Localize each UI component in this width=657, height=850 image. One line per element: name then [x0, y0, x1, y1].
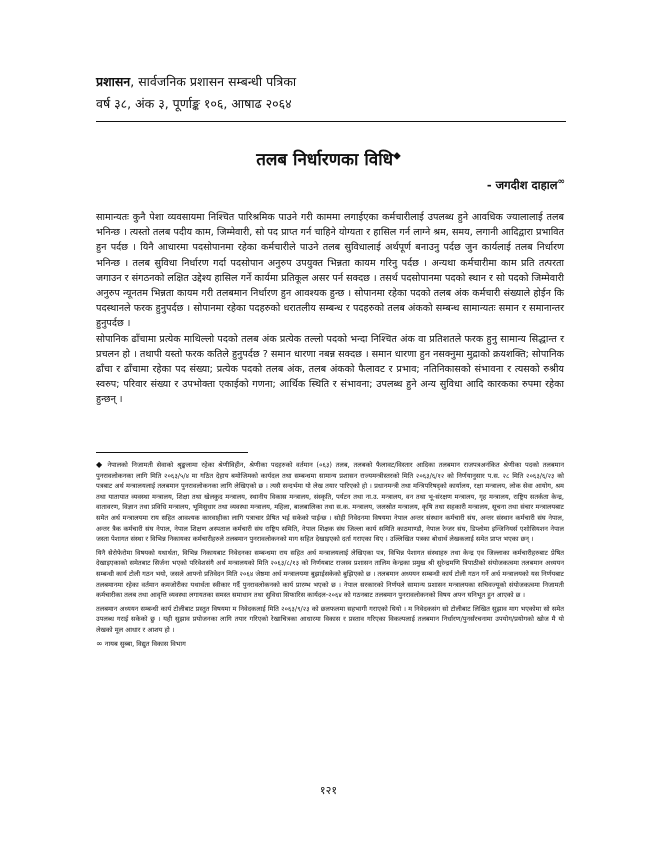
footnote-3: तलबमान अध्ययन सम्बन्धी कार्य टोलीबाट प्रस्तुत विषयमा म निवेदकलाई मिति २०६३/९/२३ को छलफलमा सहभागी गराएको थियो । म निवेदकसंग सो टोलीबाट लिखित सुझाव माग भएकोमा सो समेत उपलब्ध गराई सकेको छु । यही सुझाव प्रयोजनका लागि तयार गरिएको रेखाचित्रका आधारमा विकास र प्रस्ताव गरिएका विकल्पलाई तलबमान निर्धारण/पुनर्संरचनामा उपयोग/प्रयोगको खोज मै यो लेखको मूल आधार र आशय हो ।: [96, 604, 564, 634]
footnote-4-text: नायब सुब्बा, विद्युत विकास विभाग: [104, 639, 186, 648]
body-paragraph-2: सोपानिक ढाँचामा प्रत्येक माथिल्लो पदको तलब अंक प्रत्येक तल्लो पदको भन्दा निश्चित अंक वा प्रतिशतले फरक हुनु सामान्य सिद्धान्त र प्रचलन हो । तथापी यस्तो फरक कतिले हुनुपर्दछ ? समान धारणा नबन्न सक्दछ । समान धारणा हुन नसक्नुमा मुद्राको क्रयशक्ति; सोपानिक ढाँचा र ढाँचामा रहेका पद संख्या; प्रत्येक पदको तलब अंक, तलब अंकको फैलावट र प्रभाव; नतिनिकासको संभावना र त्यसको रुश्रीय स्वरुप; परिवार संख्या र उपभोक्ता एकाईको गणना; आर्थिक स्थिति र संभावना; उपलब्ध हुने अन्य सुविधा आदि कारकका रुपमा रहेका हुन्छन् ।: [96, 333, 564, 406]
article-title: तलब निर्धारणका विधि: [256, 150, 394, 170]
article-body: [96, 210, 564, 408]
footnote-divider: [96, 452, 248, 453]
footnotes: [96, 460, 564, 652]
journal-header: [96, 71, 566, 115]
footnote-1-text: नेपालको निजामती सेवाको श्रृङ्खलामा रहेका श्रेणीविहीन, श्रेणीका पदहरुको वर्तमान (०६३) तलब, तलबको फैलावट/विस्तार आदिका तलबमान राजपत्रअनंकित श्रेणीका पदको तलबमान पुनरावलोकनका लागि मिति २०६३/५/४ मा गठित देहाय बमोजिमको कार्यदल तथा सम्बन्धमा सामान्य प्रशासन राज्यमन्त्रीस्तरको मिति २०६३/६/१२ को निर्णयानुसार प.स. २८ मिति २०६३/६/२३ को पत्रबाट अर्थ मन्त्रालयलाई तलबमान पुनरावलोकनका लागि लेखिएको छ । त्यसै सन्दर्भमा यो लेख तयार पारिएको हो । प्रधानमन्त्री तथा मन्त्रिपरिषद्को कार्यालय, रक्षा मन्त्रालय, लोक सेवा आयोग, श्रम तथा यातायात व्यवस्था मन्त्रालय, शिक्षा तथा खेलकुद मन्त्रालय, स्थानीय विकास मन्त्रालय, संस्कृति, पर्यटन तथा ना.उ. मन्त्रालय, वन तथा भू-संरक्षण मन्त्रालय, गृह मन्त्रालय, राष्ट्रिय सतर्कता केन्द्र, वातावरण, विज्ञान तथा प्रविधि मन्त्रालय, भूमिसुधार तथा व्यवस्था मन्त्रालय, महिला, बालबालिका तथा स.क. मन्त्रालय, जलस्रोत मन्त्रालय, कृषि तथा सहकारी मन्त्रालय, सूचना तथा संचार मन्त्रालयबाट समेत अर्थ मन्त्रालयमा राय सहित आवश्यक कारवाहीका लागि पत्राचार प्रेषित भई सकेको पाईन्छ । सोही निवेदनमा विषयमा नेपाल अन्तर संस्थान कर्मचारी संघ, अन्तर संस्थान कर्मचारी संघ नेपाल, अन्तर त्रैक कर्मचारी संघ नेपाल, नेपाल शिक्षण अस्पताल कर्मचारी संघ राष्ट्रिय समिति, नेपाल शिक्षक संघ जिल्ला कार्य समिति काठमाण्डौ, नेपाल रेन्जर संघ, डिप्लोमा इन्जिनियर्स एशोसियशन नेपाल जस्ता पेशागत संस्था र विभिन्न निकायका कर्मचारीहरुले तलबमान पुनरावलोकनको माग सहित देखाइएको दर्ता गराएका थिए । उल्लिखित पत्रका बोधार्थ लेखकलाई समेत प्राप्त भएका छन् ।: [96, 461, 564, 544]
issue-info: वर्ष ३८, अंक ३, पूर्णाङ्क १०६, आषाढ २०६४: [96, 96, 292, 111]
body-paragraph-1: सामान्यतः कुनै पेशा व्यवसायमा निश्चित पारिश्रमिक पाउने गरी काममा लगाईएका कर्मचारीलाई उपलब्ध हुने आवधिक ज्यालालाई तलब भनिन्छ । त्यस्तो तलब पदीय काम, जिम्मेवारी, सो पद प्राप्त गर्न चाहिने योग्यता र हासिल गर्न लाग्ने श्रम, समय, लगानी आदिद्वारा प्रभावित हुन पर्दछ । यिनै आधारमा पदसोपानमा रहेका कर्मचारीले पाउने तलब सुविधालाई अर्थपूर्ण बनाउनु पर्दछ जुन कार्यलाई तलब निर्धारण भनिन्छ । तलब सुविधा निर्धारण गर्दा पदसोपान अनुरुप उपयुक्त भिन्नता कायम गरिनु पर्दछ । अन्यथा कर्मचारीमा काम प्रति तत्परता जगाउन र संगठनको लक्षित उद्देश्य हासिल गर्ने कार्यमा प्रतिकूल असर पर्न सक्दछ । तसर्थ पदसोपानमा पदको स्थान र सो पदको जिम्मेवारी अनुरुप न्यूनतम भिन्नता कायम गरी तलबमान निर्धारण हुन आवश्यक हुन्छ । सोपानमा रहेका पदको तलब अंक कर्मचारी संख्याले होईन कि पदस्थानले फरक हुनुपर्दछ । सोपानमा रहेका पदहरुको धरातलीय सम्बन्ध र पदहरुको तलब अंकको सम्बन्ध सामान्यतः समान र समानान्तर हुनुपर्दछ ।: [96, 212, 564, 330]
footnote-4: [96, 639, 564, 650]
author-block: [487, 177, 565, 193]
author-name: - जगदीश दाहाल: [486, 177, 558, 192]
journal-name: प्रशासन: [96, 74, 131, 89]
journal-title-line: [96, 71, 566, 93]
footnote-marker-2: ∞: [96, 638, 103, 648]
author-footnote-marker: ∞: [557, 177, 565, 187]
footnote-1: [96, 460, 564, 545]
header-divider: [96, 121, 566, 122]
page-number: १२१: [319, 784, 338, 797]
title-footnote-marker: ◆: [393, 150, 401, 162]
footnote-2: यिनै सेरोफेरोमा विषयको यथार्थता, विभिन्न निकायबाट निवेदनका सम्बन्धमा राय सहित अर्थ मन्त्रालयलाई लेखिएका पत्र, विभिन्न पेशागत संस्थाहरु तथा केन्द्र एव जिल्लाका कर्मचारीहरुबाट प्रेषित देखाइएकाको समेतबाट सिर्जना भएको परिवेशसंगै अर्थ मन्त्रालयको मिति २०६३/८/१३ को निर्णयबाट राजस्व प्रशासन तालिम केन्द्रका प्रमुख श्री सुरेन्द्रमणि त्रिपाठीको संयोजकत्वमा तलबमान अध्ययन सम्बन्धी कार्य टोली गठन भयो, जसले आफ्नो प्रतिवेदन मिति २०६४ जेष्ठमा अर्थ मन्त्रालयमा बुझाईसकेको बुझिएको छ । तलबमान अध्ययन सम्बन्धी कार्य टोली गठन गर्ने अर्थ मन्त्रालयको यस निर्णयबाट तलबमानमा रहेका वर्तमान कमजोरीका यथार्थता स्वीकार गर्दै पुनरावलोकनको कार्य प्रारम्भ भएको छ । नेपाल सरकारको निर्णयले सामान्य प्रशासन मन्त्रालयका सचिवज्यूको संयोजकत्वमा निजामती कर्मचारीका तलब तथा आवृत्ति व्यवस्था लगायतका समस्त समाधान तथा सुविधा सिफारिस कार्यदल-२०६४ को गठनबाट तलबमान पुनरावलोकनको विषय अफ्न घनिभूत हुन आएको छ ।: [96, 548, 564, 600]
journal-subtitle: , सार्वजनिक प्रशासन सम्बन्धी पत्रिका: [130, 74, 297, 89]
footnote-marker-1: ◆: [96, 460, 104, 469]
article-title-block: [0, 147, 657, 170]
